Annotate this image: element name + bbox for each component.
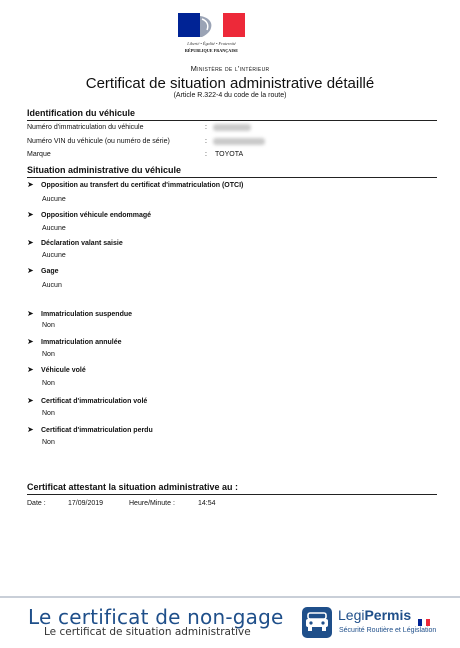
arrow-bullet-icon: ➤ xyxy=(27,309,34,318)
footer-divider xyxy=(0,596,460,598)
situation-item-suspendue: ➤ Immatriculation suspendue xyxy=(27,309,133,318)
situation-value-annulee: Non xyxy=(42,351,55,358)
colon: : xyxy=(205,124,207,131)
situation-value-otci: Aucune xyxy=(42,196,66,203)
legipermis-car-icon xyxy=(302,607,332,638)
arrow-bullet-icon: ➤ xyxy=(27,425,34,434)
page-title: Certificat de situation administrative détaillé xyxy=(85,75,375,92)
section-divider xyxy=(27,120,437,121)
situation-item-vole: ➤ Véhicule volé xyxy=(27,365,86,374)
label-immatriculation: Numéro d'immatriculation du véhicule xyxy=(27,124,144,131)
section-title-situation: Situation administrative du véhicule xyxy=(27,165,182,175)
redacted-immatriculation xyxy=(213,124,251,131)
time-label: Heure/Minute : xyxy=(129,500,175,507)
svg-text:RÉPUBLIQUE FRANÇAISE: RÉPUBLIQUE FRANÇAISE xyxy=(184,48,239,53)
date-label: Date : xyxy=(27,500,46,507)
arrow-bullet-icon: ➤ xyxy=(27,266,34,275)
republique-francaise-logo xyxy=(178,13,245,57)
section-title-identification: Identification du véhicule xyxy=(27,108,136,118)
footer-subheadline: Le certificat de situation administrative xyxy=(44,626,251,638)
ministry-name: Ministère de l'intérieur xyxy=(190,64,270,73)
arrow-bullet-icon: ➤ xyxy=(27,180,34,189)
label-marque: Marque xyxy=(27,151,51,158)
legipermis-logo-name: LegiPermis xyxy=(338,607,412,623)
situation-item-ci-vole: ➤ Certificat d'immatriculation volé xyxy=(27,396,148,405)
situation-value-suspendue: Non xyxy=(42,322,55,329)
situation-item-otci: ➤ Opposition au transfert du certificat d'immatriculation (OTCI) xyxy=(27,180,244,189)
colon: : xyxy=(205,138,207,145)
situation-value-ci-vole: Non xyxy=(42,410,55,417)
situation-value-gage: Aucun xyxy=(42,282,62,289)
situation-item-ci-perdu: ➤ Certificat d'immatriculation perdu xyxy=(27,425,153,434)
arrow-bullet-icon: ➤ xyxy=(27,337,34,346)
section-title-certificat: Certificat attestant la situation administrative au : xyxy=(27,482,239,492)
legipermis-tagline: Sécurité Routière et Législation xyxy=(339,627,437,634)
situation-item-annulee: ➤ Immatriculation annulée xyxy=(27,337,122,346)
situation-value-saisie: Aucune xyxy=(42,252,66,259)
situation-value-vole: Non xyxy=(42,380,55,387)
label-vin: Numéro VIN du véhicule (ou numéro de série) xyxy=(27,138,170,145)
situation-item-endommage: ➤ Opposition véhicule endommagé xyxy=(27,210,152,219)
situation-item-saisie: ➤ Déclaration valant saisie xyxy=(27,238,123,247)
situation-value-ci-perdu: Non xyxy=(42,439,55,446)
date-value: 17/09/2019 xyxy=(68,500,104,507)
page-subtitle: (Article R.322-4 du code de la route) xyxy=(173,92,287,99)
time-value: 14:54 xyxy=(198,500,216,507)
french-flag-icon xyxy=(418,613,430,620)
arrow-bullet-icon: ➤ xyxy=(27,396,34,405)
section-divider xyxy=(27,177,437,178)
arrow-bullet-icon: ➤ xyxy=(27,365,34,374)
value-marque: TOYOTA xyxy=(215,151,244,158)
arrow-bullet-icon: ➤ xyxy=(27,238,34,247)
situation-value-endommage: Aucune xyxy=(42,225,66,232)
arrow-bullet-icon: ➤ xyxy=(27,210,34,219)
situation-item-gage: ➤ Gage xyxy=(27,266,59,275)
svg-text:Liberté • Égalité • Fraternité: Liberté • Égalité • Fraternité xyxy=(187,41,236,46)
redacted-vin xyxy=(213,138,265,145)
section-divider xyxy=(27,494,437,495)
footer-headline: Le certificat de non-gage xyxy=(28,605,284,629)
colon: : xyxy=(205,151,207,158)
